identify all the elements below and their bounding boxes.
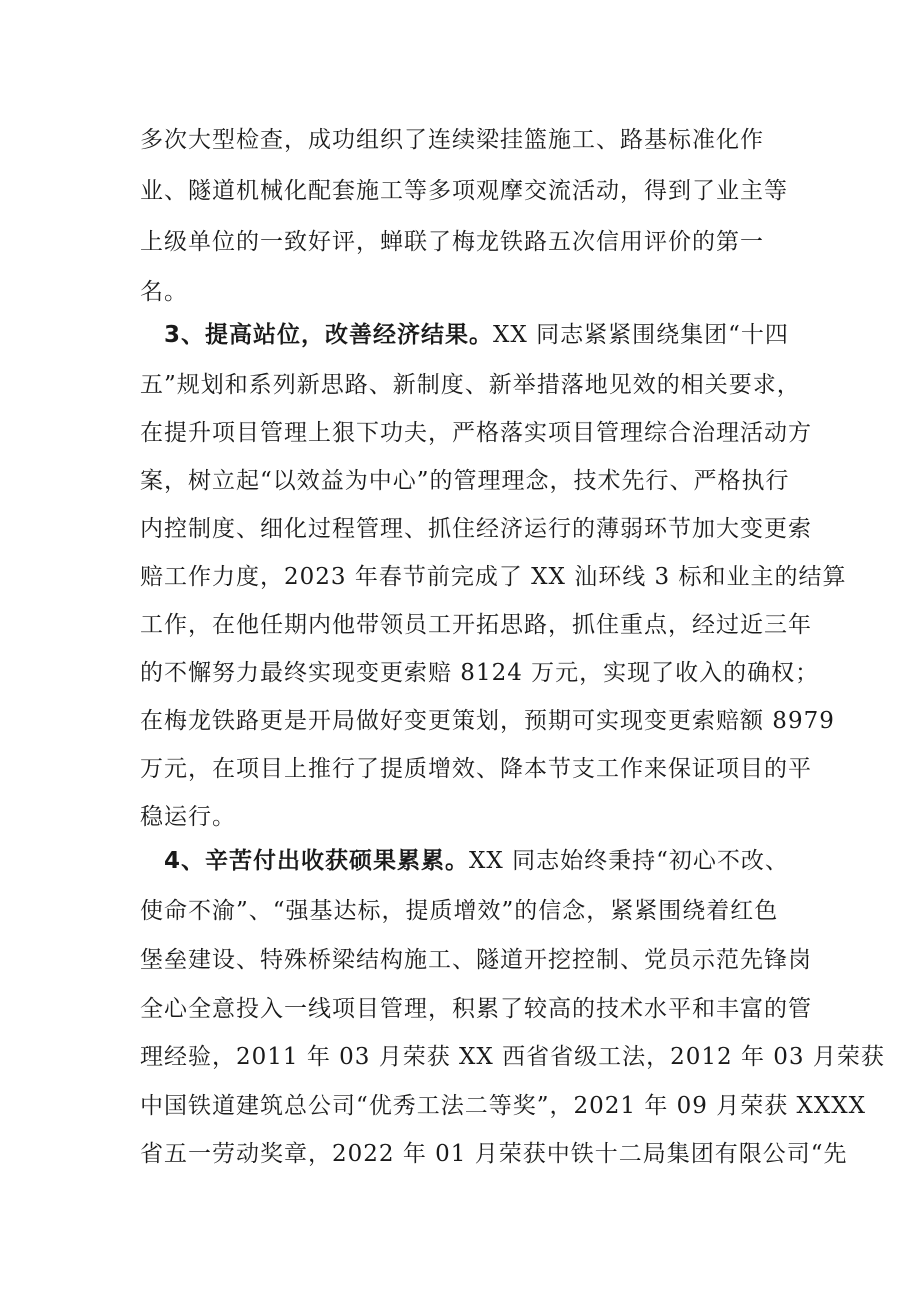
paragraph-2-line-1 <box>164 320 824 350</box>
paragraph-2-line-10: 万元，在项目上推行了提质增效、降本节支工作来保证项目的平 <box>140 756 812 782</box>
paragraph-3-line-6: 中国铁道建筑总公司“优秀工法二等奖”，2021 年 09 月荣获 XXXX <box>140 1093 867 1119</box>
paragraph-2-line-8: 的不懈努力最终实现变更索赔 8124 万元，实现了收入的确权； <box>140 660 820 686</box>
paragraph-2-line-4: 案，树立起“以效益为中心”的管理理念，技术先行、严格执行 <box>140 468 790 494</box>
paragraph-1-line-2: 业、隧道机械化配套施工等多项观摩交流活动，得到了业主等 <box>140 178 788 204</box>
paragraph-3-line-7: 省五一劳动奖章，2022 年 01 月荣获中铁十二局集团有限公司“先 <box>140 1141 848 1167</box>
paragraph-1-line-4: 名。 <box>140 279 188 305</box>
paragraph-2-line-5: 内控制度、细化过程管理、抓住经济运行的薄弱环节加大变更索 <box>140 516 812 542</box>
paragraph-2-line-11: 稳运行。 <box>140 804 236 830</box>
paragraph-2-heading: 3、提高站位，改善经济结果。 <box>164 322 494 348</box>
paragraph-3-line-2: 使命不渝”、“强基达标，提质增效”的信念，紧紧围绕着红色 <box>140 898 779 924</box>
paragraph-3-line-1 <box>164 846 824 876</box>
paragraph-2-first-line-text: XX 同志紧紧围绕集团“十四 <box>493 322 789 348</box>
paragraph-3-first-line-text: XX 同志始终秉持“初心不改、 <box>469 848 789 874</box>
paragraph-2-line-9: 在梅龙铁路更是开局做好变更策划，预期可实现变更索赔额 8979 <box>140 708 835 734</box>
paragraph-1-line-3: 上级单位的一致好评，蝉联了梅龙铁路五次信用评价的第一 <box>140 229 764 255</box>
paragraph-2-line-6: 赔工作力度，2023 年春节前完成了 XX 汕环线 3 标和业主的结算 <box>140 564 847 590</box>
paragraph-3-heading: 4、辛苦付出收获硕果累累。 <box>164 848 470 874</box>
paragraph-2-line-7: 工作，在他任期内他带领员工开拓思路，抓住重点，经过近三年 <box>140 612 812 638</box>
paragraph-3-line-4: 全心全意投入一线项目管理，积累了较高的技术水平和丰富的管 <box>140 996 812 1022</box>
paragraph-3-line-3: 堡垒建设、特殊桥梁结构施工、隧道开挖控制、党员示范先锋岗 <box>140 947 812 973</box>
paragraph-1-line-1: 多次大型检查，成功组织了连续梁挂篮施工、路基标准化作 <box>140 127 764 153</box>
paragraph-2-line-2: 五”规划和系列新思路、新制度、新举措落地见效的相关要求， <box>140 372 801 398</box>
paragraph-2-line-3: 在提升项目管理上狠下功夫，严格落实项目管理综合治理活动方 <box>140 420 812 446</box>
paragraph-3-line-5: 理经验，2011 年 03 月荣获 XX 西省省级工法，2012 年 03 月荣获 <box>140 1044 885 1070</box>
